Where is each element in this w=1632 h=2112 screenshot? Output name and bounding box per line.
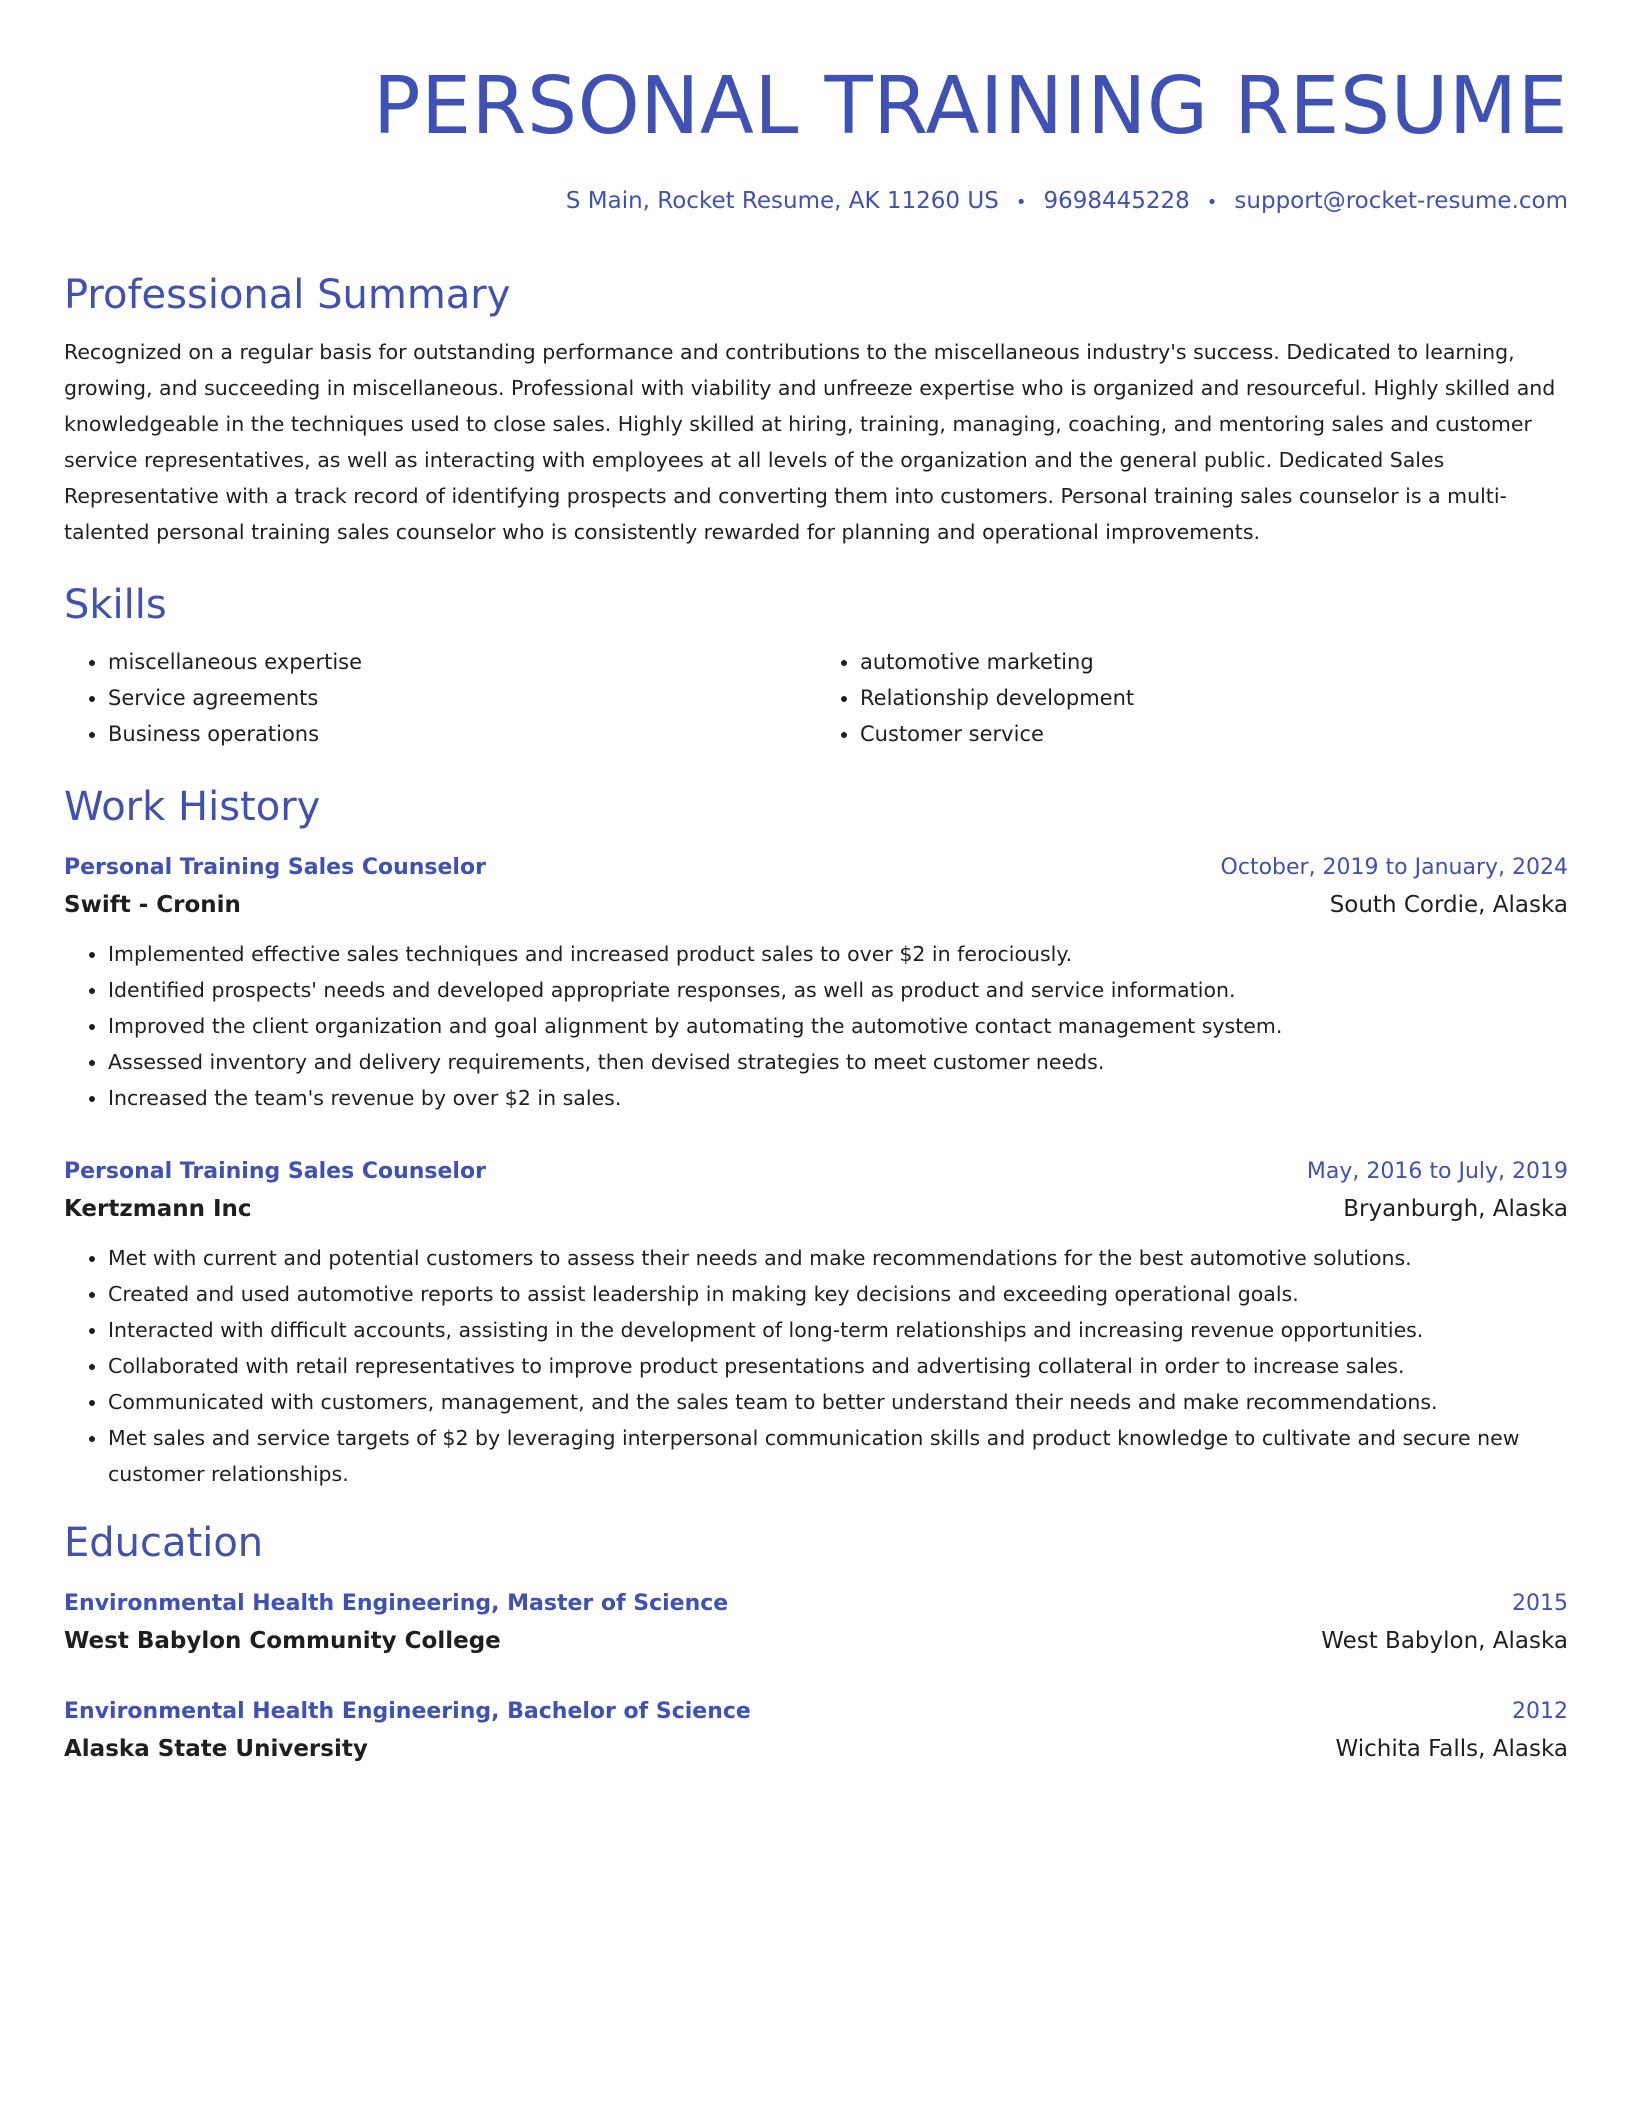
address-text: S Main, Rocket Resume, AK 11260 US (565, 188, 999, 214)
education-school-row (64, 1622, 1568, 1660)
skill-item: • automotive marketing (860, 644, 1568, 680)
graduation-year: 2012 (1512, 1699, 1568, 1724)
job-bullet: • Collaborated with retail representatives to improve product presentations and advertising collateral in order to increase sales. (108, 1348, 1568, 1384)
phone-text: 9698445228 (1043, 188, 1190, 214)
page-title: PERSONAL TRAINING RESUME (373, 60, 1568, 152)
education-section (64, 1518, 1568, 1768)
job-bullet: • Assessed inventory and delivery requirements, then devised strategies to meet customer needs. (108, 1044, 1568, 1080)
school-location: Wichita Falls, Alaska (1335, 1736, 1568, 1762)
job-dates: May, 2016 to July, 2019 (1306, 1159, 1568, 1184)
job-bullet: • Implemented effective sales techniques and increased product sales to over $2 in ferociously. (108, 936, 1568, 972)
job-employer-row (64, 1190, 1568, 1228)
section-title-skills: Skills (64, 582, 167, 628)
education-header-row (64, 1694, 1568, 1730)
summary-text: Recognized on a regular basis for outstanding performance and contributions to the miscellaneous industry's success. Dedicated to learning, growing, and succeeding in miscellaneous. Professional with viability and unfreeze expertise who is organized and resourceful. Highly skilled and knowledgeable in the techniques used to close sales. Highly skilled at hiring, training, managing, coaching, and mentoring sales and customer service representatives, as well as interacting with employees at all levels of the organization and the general public. Dedicated Sales Representative with a track record of identifying prospects and converting them into customers. Personal training sales counselor is a multi-talented personal training sales counselor who is consistently rewarded for planning and operational improvements. (64, 340, 1556, 544)
work-history-section (64, 782, 1568, 1492)
job-bullet: • Identified prospects' needs and developed appropriate responses, as well as product and service information. (108, 972, 1568, 1008)
section-title-work: Work History (64, 784, 321, 830)
separator-dot: • (1206, 192, 1218, 213)
education-entry (64, 1586, 1568, 1660)
skills-list-left (64, 644, 816, 752)
job-dates: October, 2019 to January, 2024 (1220, 855, 1568, 880)
education-school-row (64, 1730, 1568, 1768)
job-bullet: • Created and used automotive reports to assist leadership in making key decisions and exceeding operational goals. (108, 1276, 1568, 1312)
job-bullet: • Improved the client organization and goal alignment by automating the automotive contact management system. (108, 1008, 1568, 1044)
degree-title: Environmental Health Engineering, Bachelor of Science (64, 1699, 751, 1724)
job-location: Bryanburgh, Alaska (1343, 1196, 1568, 1222)
school-name: Alaska State University (64, 1736, 368, 1762)
skill-item: • Service agreements (108, 680, 816, 716)
resume-header (64, 58, 1568, 218)
education-entry (64, 1694, 1568, 1768)
job-bullet: • Interacted with difficult accounts, assisting in the development of long-term relationships and increasing revenue opportunities. (108, 1312, 1568, 1348)
job-title: Personal Training Sales Counselor (64, 855, 486, 880)
skills-section (64, 580, 1568, 752)
job-header-row (64, 850, 1568, 886)
skills-list-right (816, 644, 1568, 752)
skills-columns (64, 644, 1568, 752)
job-entry (64, 850, 1568, 1116)
degree-title: Environmental Health Engineering, Master of Science (64, 1591, 729, 1616)
job-entry (64, 1154, 1568, 1492)
employer-name: Swift - Cronin (64, 892, 241, 918)
graduation-year: 2015 (1512, 1591, 1568, 1616)
job-bullets (64, 936, 1568, 1116)
job-header-row (64, 1154, 1568, 1190)
job-bullets (64, 1240, 1568, 1492)
job-employer-row (64, 886, 1568, 924)
section-title-education: Education (64, 1520, 264, 1566)
job-title: Personal Training Sales Counselor (64, 1159, 486, 1184)
skill-item: • Business operations (108, 716, 816, 752)
job-bullet: • Communicated with customers, management, and the sales team to better understand their needs and make recommendations. (108, 1384, 1568, 1420)
skill-item: • Relationship development (860, 680, 1568, 716)
employer-name: Kertzmann Inc (64, 1196, 252, 1222)
school-location: West Babylon, Alaska (1321, 1628, 1568, 1654)
job-bullet: • Met with current and potential customers to assess their needs and make recommendations for the best automotive solutions. (108, 1240, 1568, 1276)
education-header-row (64, 1586, 1568, 1622)
school-name: West Babylon Community College (64, 1628, 501, 1654)
skill-item: • miscellaneous expertise (108, 644, 816, 680)
email-link[interactable]: support@rocket-resume.com (1234, 188, 1568, 214)
professional-summary-section (64, 270, 1568, 550)
job-location: South Cordie, Alaska (1329, 892, 1568, 918)
section-title-summary: Professional Summary (64, 272, 511, 318)
job-bullet: • Met sales and service targets of $2 by leveraging interpersonal communication skills and product knowledge to cultivate and secure new customer relationships. (108, 1420, 1568, 1492)
job-bullet: • Increased the team's revenue by over $2 in sales. (108, 1080, 1568, 1116)
separator-dot: • (1015, 192, 1027, 213)
skill-item: • Customer service (860, 716, 1568, 752)
contact-line (64, 186, 1568, 218)
